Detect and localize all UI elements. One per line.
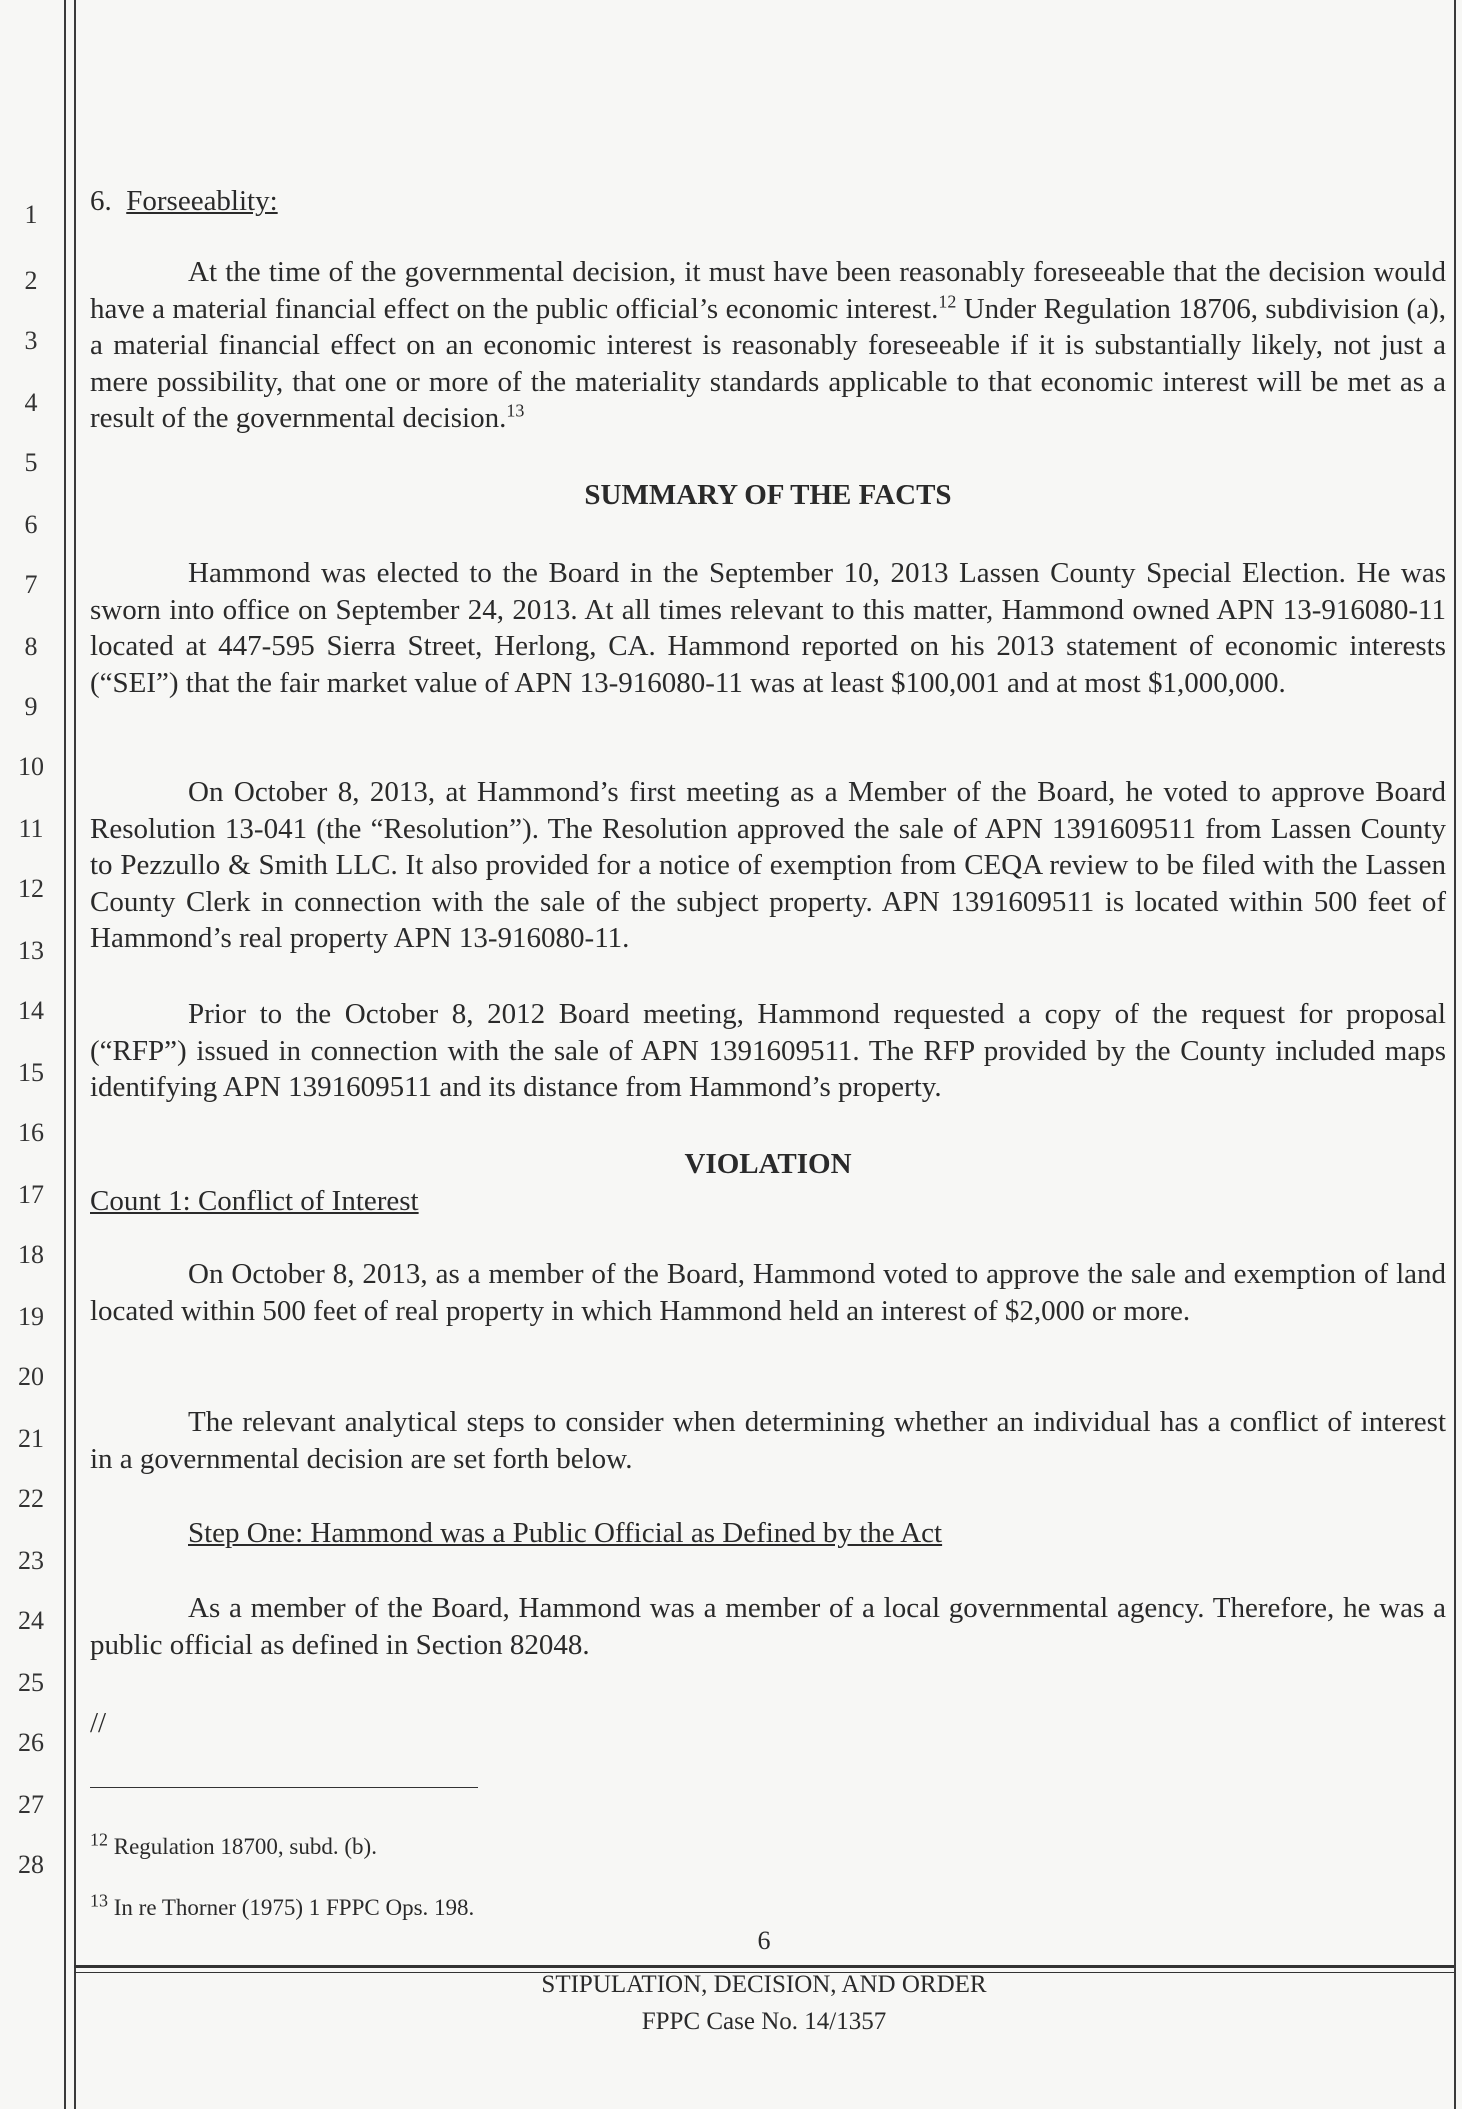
footnote-separator bbox=[90, 1787, 478, 1788]
line-number: 1 bbox=[24, 200, 38, 229]
line-number: 14 bbox=[18, 996, 44, 1025]
continuation-slashes: // bbox=[90, 1707, 107, 1739]
facts-body-3 bbox=[90, 996, 1446, 1106]
line-number: 20 bbox=[18, 1362, 44, 1391]
line-number: 11 bbox=[18, 814, 44, 843]
violation-paragraph-3: As a member of the Board, Hammond was a member of a local governmental agency. Therefore, he was a public official as defined in Section 82048. bbox=[90, 1592, 1446, 1661]
line-number: 9 bbox=[24, 692, 38, 721]
count-title-wrap bbox=[90, 1183, 1446, 1220]
footnote-text: In re Thorner (1975) 1 FPPC Ops. 198. bbox=[108, 1895, 475, 1920]
facts-paragraph-3: Prior to the October 8, 2012 Board meeting, Hammond requested a copy of the request for proposal (“RFP”) issued in connection with the sale of APN 1391609511. The RFP provided by the County included maps identifying APN 1391609511 and its distance from Hammond’s property. bbox=[90, 998, 1446, 1103]
line-number: 3 bbox=[24, 326, 38, 355]
facts-paragraph-1: Hammond was elected to the Board in the September 10, 2013 Lassen County Special Election. He was sworn into office on September 24, 2013. At all times relevant to this matter, Hammond owned APN 13-916080-11 located at 447-595 Sierra Street, Herlong, CA. Hammond reported on his 2013 statement of economic interests (“SEI”) that the fair market value of APN 13-916080-11 was at least $100,001 and at most $1,000,000. bbox=[90, 557, 1446, 699]
text-run: At the time of the governmental decision, it must have been reasonably foreseeable that the decision would have a material financial effect on the public official’s economic interest. bbox=[90, 256, 1446, 325]
line-number: 6 bbox=[24, 510, 38, 539]
footnote-13 bbox=[90, 1890, 1446, 1927]
footnote-ref-13[interactable]: 13 bbox=[506, 400, 525, 421]
footnote-number: 12 bbox=[90, 1829, 108, 1850]
line-number: 28 bbox=[18, 1850, 44, 1879]
section-number: 6. bbox=[90, 185, 112, 217]
line-number: 4 bbox=[24, 388, 38, 417]
line-number: 25 bbox=[18, 1668, 44, 1697]
step-one-wrap bbox=[90, 1515, 1446, 1552]
line-number: 7 bbox=[24, 570, 38, 599]
line-number: 18 bbox=[18, 1240, 44, 1269]
footer-rule-thick bbox=[74, 1965, 1454, 1968]
footer-case-number: FPPC Case No. 14/1357 bbox=[641, 2008, 887, 2035]
facts-paragraph-2: On October 8, 2013, at Hammond’s first meeting as a Member of the Board, he voted to approve Board Resolution 13-041 (the “Resolution”). The Resolution approved the sale of APN 1391609511 from Lassen County to Pezzullo & Smith LLC. It also provided for a notice of exemption from CEQA review to be filed with the Lassen County Clerk in connection with the sale of the subject property. APN 1391609511 is located within 500 feet of Hammond’s real property APN 13-916080-11. bbox=[90, 776, 1446, 954]
line-number: 8 bbox=[24, 632, 38, 661]
line-number: 17 bbox=[18, 1180, 44, 1209]
line-number: 15 bbox=[18, 1058, 44, 1087]
section-6-body bbox=[90, 254, 1446, 437]
left-margin-rule-inner bbox=[74, 0, 76, 2109]
violation-body-2 bbox=[90, 1404, 1446, 1477]
line-number: 12 bbox=[18, 874, 44, 903]
section-6-heading bbox=[90, 183, 1446, 220]
footnote-12 bbox=[90, 1829, 1446, 1866]
facts-heading: SUMMARY OF THE FACTS bbox=[584, 479, 952, 511]
line-number: 23 bbox=[18, 1546, 44, 1575]
line-number: 24 bbox=[18, 1606, 44, 1635]
line-number: 10 bbox=[18, 752, 44, 781]
violation-heading: VIOLATION bbox=[684, 1148, 852, 1180]
violation-paragraph-1: On October 8, 2013, as a member of the Board, Hammond voted to approve the sale and exemption of land located within 500 feet of real property in which Hammond held an interest of $2,000 or more. bbox=[90, 1258, 1446, 1327]
step-one-title: Step One: Hammond was a Public Official as Defined by the Act bbox=[188, 1517, 943, 1549]
line-number: 26 bbox=[18, 1728, 44, 1757]
footnote-number: 13 bbox=[90, 1890, 108, 1911]
foreseeability-paragraph bbox=[90, 254, 1446, 437]
line-number: 13 bbox=[18, 936, 44, 965]
page-number: 6 bbox=[757, 1926, 771, 1955]
line-number: 5 bbox=[24, 448, 38, 477]
facts-body-2 bbox=[90, 774, 1446, 957]
right-margin-rule bbox=[1454, 0, 1456, 2109]
line-number: 2 bbox=[24, 266, 38, 295]
line-number: 27 bbox=[18, 1790, 44, 1819]
line-number: 16 bbox=[18, 1118, 44, 1147]
text-run: Under Regulation 18706, subdivision (a), a material financial effect on an economic interest is reasonably foreseeable if it is substantially likely, not just a mere possibility, that one or more of the materiality standards applicable to that economic interest will be met as a result of the governmental decision. bbox=[90, 292, 1446, 434]
count-title: Count 1: Conflict of Interest bbox=[90, 1185, 419, 1217]
line-number: 19 bbox=[18, 1302, 44, 1331]
line-number: 21 bbox=[18, 1424, 44, 1453]
footnote-text: Regulation 18700, subd. (b). bbox=[108, 1834, 377, 1859]
line-number: 22 bbox=[18, 1484, 44, 1513]
violation-body-3 bbox=[90, 1590, 1446, 1663]
left-margin-rule bbox=[64, 0, 66, 2109]
violation-body-1 bbox=[90, 1256, 1446, 1329]
footer-title: STIPULATION, DECISION, AND ORDER bbox=[541, 1971, 987, 1998]
violation-paragraph-2: The relevant analytical steps to consider when determining whether an individual has a conflict of interest in a governmental decision are set forth below. bbox=[90, 1406, 1446, 1475]
section-title: Forseeablity: bbox=[126, 185, 278, 217]
footnote-ref-12[interactable]: 12 bbox=[938, 290, 957, 311]
facts-body bbox=[90, 555, 1446, 701]
